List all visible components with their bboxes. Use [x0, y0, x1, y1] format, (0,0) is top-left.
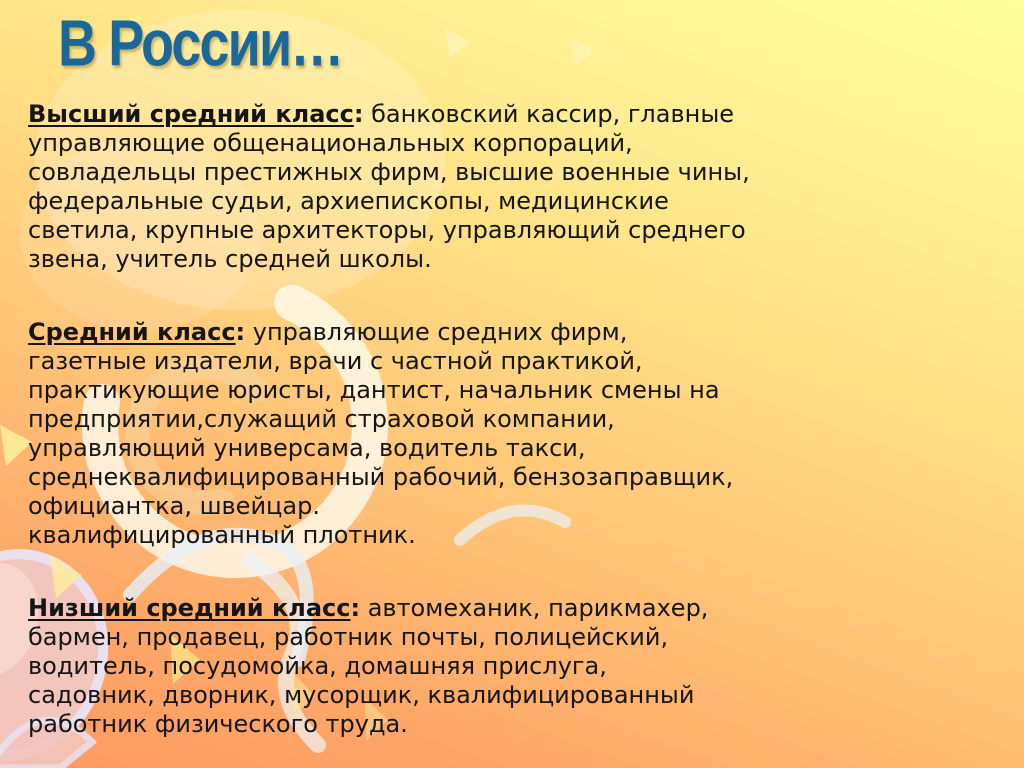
- paragraph-1: [28, 100, 968, 274]
- heading-separator: :: [353, 100, 364, 128]
- heading-separator: :: [235, 318, 246, 346]
- text-line: практикующие юристы, дантист, начальник смены на: [28, 376, 720, 404]
- class-heading: Средний класс: [28, 318, 236, 346]
- class-heading: Низший средний класс: [28, 594, 351, 622]
- text-line: работник физического труда.: [28, 710, 408, 738]
- text-line: среднеквалифицированный рабочий, бензозаправщик,: [28, 463, 734, 491]
- heading-separator: :: [350, 594, 361, 622]
- text-line: официантка, швейцар.: [28, 492, 320, 520]
- text-line: управляющий универсама, водитель такси,: [28, 434, 586, 462]
- text-line: [28, 100, 968, 129]
- text-line: [28, 318, 968, 347]
- text-line: светила, крупные архитекторы, управляющий среднего: [28, 216, 746, 244]
- text-line: управляющие общенациональных корпораций,: [28, 129, 633, 157]
- text-line: [28, 594, 968, 623]
- text-line: федеральные судьи, архиепископы, медицинские: [28, 187, 669, 215]
- text-line: предприятии,служащий страховой компании,: [28, 405, 615, 433]
- text-line: звена, учитель средней школы.: [28, 245, 432, 273]
- text-line: садовник, дворник, мусорщик, квалифицированный: [28, 681, 695, 709]
- class-heading: Высший средний класс: [28, 100, 354, 128]
- text-line: водитель, посудомойка, домашняя прислуга,: [28, 652, 607, 680]
- heading-rest-text: банковский кассир, главные: [363, 100, 735, 128]
- text-line: бармен, продавец, работник почты, полицейский,: [28, 623, 669, 651]
- heading-rest-text: автомеханик, парикмахер,: [360, 594, 709, 622]
- text-line: газетные издатели, врачи с частной практикой,: [28, 347, 643, 375]
- text-line: квалифицированный плотник.: [28, 521, 416, 549]
- paragraph-2: [28, 318, 968, 550]
- text-line: совладельцы престижных фирм, высшие военные чины,: [28, 158, 750, 186]
- paragraph-3: [28, 594, 968, 739]
- heading-rest-text: управляющие средних фирм,: [245, 318, 628, 346]
- slide-body-text: [28, 100, 968, 768]
- slide-title: В России…: [58, 7, 343, 80]
